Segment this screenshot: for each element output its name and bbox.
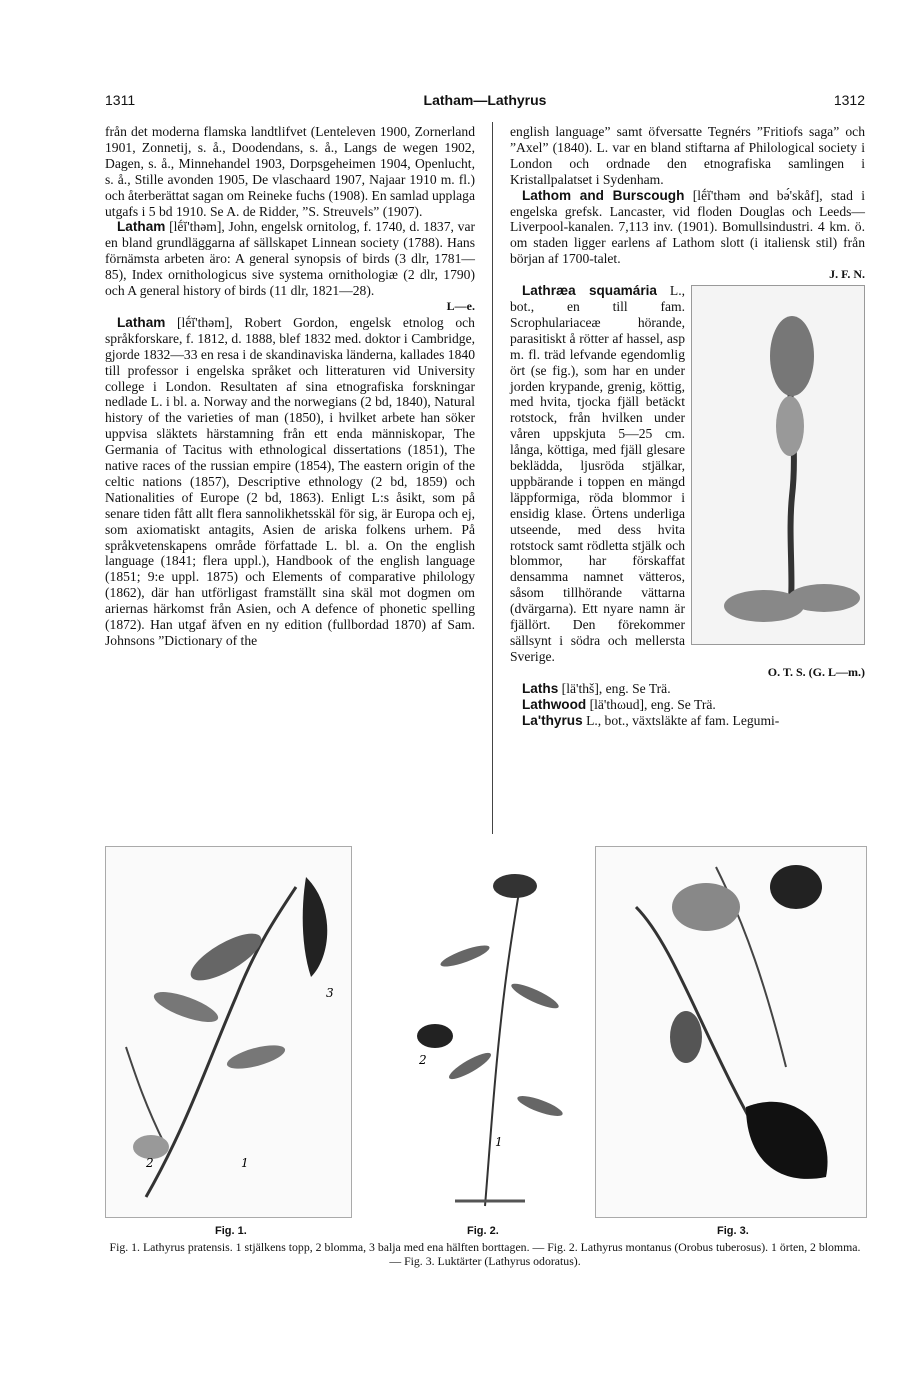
entry-text: L., bot., en till fam. Scrophulariaceæ hörande, parasitiskt å rötter af hassel, asp m. fl. träd lefvande egendomlig ört (se fig.), som har en under jorden krypande, grenig, köttig, med hvita, tjocka fjäll betäckt rotstock, från hvilken under våren uppskjuta 5—25 cm. långa, köttiga, med fjäll glesare beklädda, ljusröda stjälkar, uppbärande i toppen en mängd läppformiga, röda blommor i ensidig klase. Örtens underliga utseende, med dess hvita rotstock samt rödletta stjälk och blommor, har förskaffat densamma namnet vätteros, såsom tillhörande vättarna (dvärgarna). Ett nyare namn är fjällört. Den förekommer sällsynt i södra och mellersta Sverige.: [510, 283, 685, 664]
headword: Lathom and Burscough: [522, 187, 685, 203]
headword: Laths: [522, 680, 559, 696]
headword: Lathræa squamária: [522, 283, 657, 299]
entry-latham-robert: [105, 315, 475, 649]
figure-caption: Fig. 1. Lathyrus pratensis. 1 stjälkens topp, 2 blomma, 3 balja med ena hälften borttagen. — Fig. 2. Lathyrus montanus (Orobus tuberosus). 1 örten, 2 blomma. — Fig. 3. Luktärter (Lathyrus odoratus).: [109, 1240, 861, 1268]
author-signature: O. T. S. (G. L—m.): [767, 664, 865, 679]
entry-text: [lä'thš], eng. Se Trä.: [561, 680, 671, 696]
entry-text: [lḗĭ'thəm], Robert Gordon, engelsk etnolog och språkforskare, f. 1812, d. 1888, blef 1832 med. doktor i Cambridge, gjorde 1832—33 en resa i de skandinaviska länderna, kallades 1840 till professor i engelska språket och litteraturen vid University college i London. Resultaten af sina etnografiska forskningar nedlade L. i bl. a. Norway and the norwegians (2 bd, 1840), Natural history of the varieties of man (1850), i hvilket arbete han söker uppvisa släktets härstamning från ett enda människopar, The Germania of Tacitus with ethnological dissertations (1851), The native races of the russian empire (1854), The eastern origin of the celtic nations (1857), Descriptive ethnology (2 bd, 1859) och Nationalities of Europe (2 bd, 1863). Enligt L:s åsikt, som på senare tiden fått allt flera sannolikhetsskäl för sig, är Europa och ej, som axiomatiskt antagits, Asien de ariska folkens urhem. På språkvetenskapens område författade L. bl. a. On the english language (1841; flera uppl.), Handbook of the english language (1851; 9:e uppl. 1875) och Elements of comparative philology (1862), där han utförligast framställt sina skäl mot dogmen om ariernas härkomst från Asien, och A defence of phonetic spelling (1872). Han utgaf äfven en ny edition (fullbordad 1870) af Sam. Johnsons ”Dictionary of the: [105, 314, 475, 648]
entry-text: [lḗĭ'thəm], John, engelsk ornitolog, f. 1740, d. 1837, var en bland grundläggarna af sällskapet Linnean society (1788). Hans förnämsta arbeten äro: A general synopsis of birds (3 dlr, 1781—85), Index ornithologicus sive systema ornithologiæ (2 dlr, 1790) och A general history of birds (11 dlr, 1821—28).: [105, 219, 475, 299]
author-signature: L—e.: [446, 298, 475, 313]
fig2-mark: 2: [419, 1053, 427, 1067]
fig-label-2: Fig. 2.: [467, 1225, 499, 1237]
left-column: [105, 124, 475, 649]
continued-paragraph: english language” samt öfversatte Tegnérs ”Fritiofs saga” och ”Axel” (1840). L. var en bland stiftarna af Philological society i London och ordnade den etnografiska samlingen i Kristallpalatset i Sydenham.: [510, 124, 865, 187]
entry-lathraea: [510, 283, 865, 681]
entry-lathom: [510, 188, 865, 283]
entry-text: L., bot., växtsläkte af fam. Legumi-: [586, 712, 780, 728]
headword: Lathwood: [522, 696, 587, 712]
continued-paragraph: från det moderna flamska landtlifvet (Lenteleven 1900, Zornerland 1901, Zonnetij, s. å., Doodendans, s. å., Langs de wegen 1902, Dagen, s. å., Minnehandel 1903, Dorpsgeheimen 1904, Openlucht, s. å., Stille avonden 1905, De vlaschaard 1907, Najaar 1910 m. fl.) och återberättat sagan om Reineke fuchs (1908). En samlad upplaga utgafs i 5 bd 1910. Se A. de Ridder, ”S. Streuvels” (1907).: [105, 124, 475, 219]
fig2-mark: 1: [495, 1135, 503, 1149]
fig1-mark: 1: [241, 1156, 249, 1170]
author-signature: J. F. N.: [829, 267, 865, 282]
entry-lathwood: [510, 697, 865, 713]
fig1-mark: 2: [146, 1156, 154, 1170]
entry-laths: [510, 681, 865, 697]
page-header: [105, 92, 865, 112]
entry-lathyrus: [510, 713, 865, 729]
fig-label-1: Fig. 1.: [215, 1225, 247, 1237]
fig1-mark: 3: [326, 986, 334, 1000]
figure-row: [105, 846, 865, 1221]
entry-text: [lḗĭ'thəm ənd bə́'skåf], stad i engelska grefsk. Lancaster, vid floden Douglas och Leeds—Liverpool-kanalen. 7,113 inv. (1901). Bomullsindustri. 4 km. ö. om staden ligger earlens af Lathom slott (i italiensk stil) från början af 1700-talet.: [510, 187, 865, 267]
entry-text: [lä'thωud], eng. Se Trä.: [589, 696, 716, 712]
figure-3-lathyrus-odoratus: [595, 846, 867, 1218]
page-number-right: 1312: [833, 92, 865, 108]
fig-label-3: Fig. 3.: [717, 1225, 749, 1237]
figure-1-lathyrus-pratensis: [105, 846, 352, 1218]
column-divider: [492, 122, 493, 834]
figure-labels: [105, 1225, 865, 1239]
headword: Latham: [117, 219, 166, 235]
entry-latham-john: [105, 219, 475, 314]
headword: Latham: [117, 314, 166, 330]
running-title: Latham—Lathyrus: [423, 92, 547, 108]
lathraea-illustration: [691, 285, 865, 645]
figure-2-lathyrus-montanus: [395, 846, 580, 1216]
right-column: [510, 124, 865, 728]
page-number-left: 1311: [105, 92, 136, 108]
headword: La'thyrus: [522, 712, 583, 728]
